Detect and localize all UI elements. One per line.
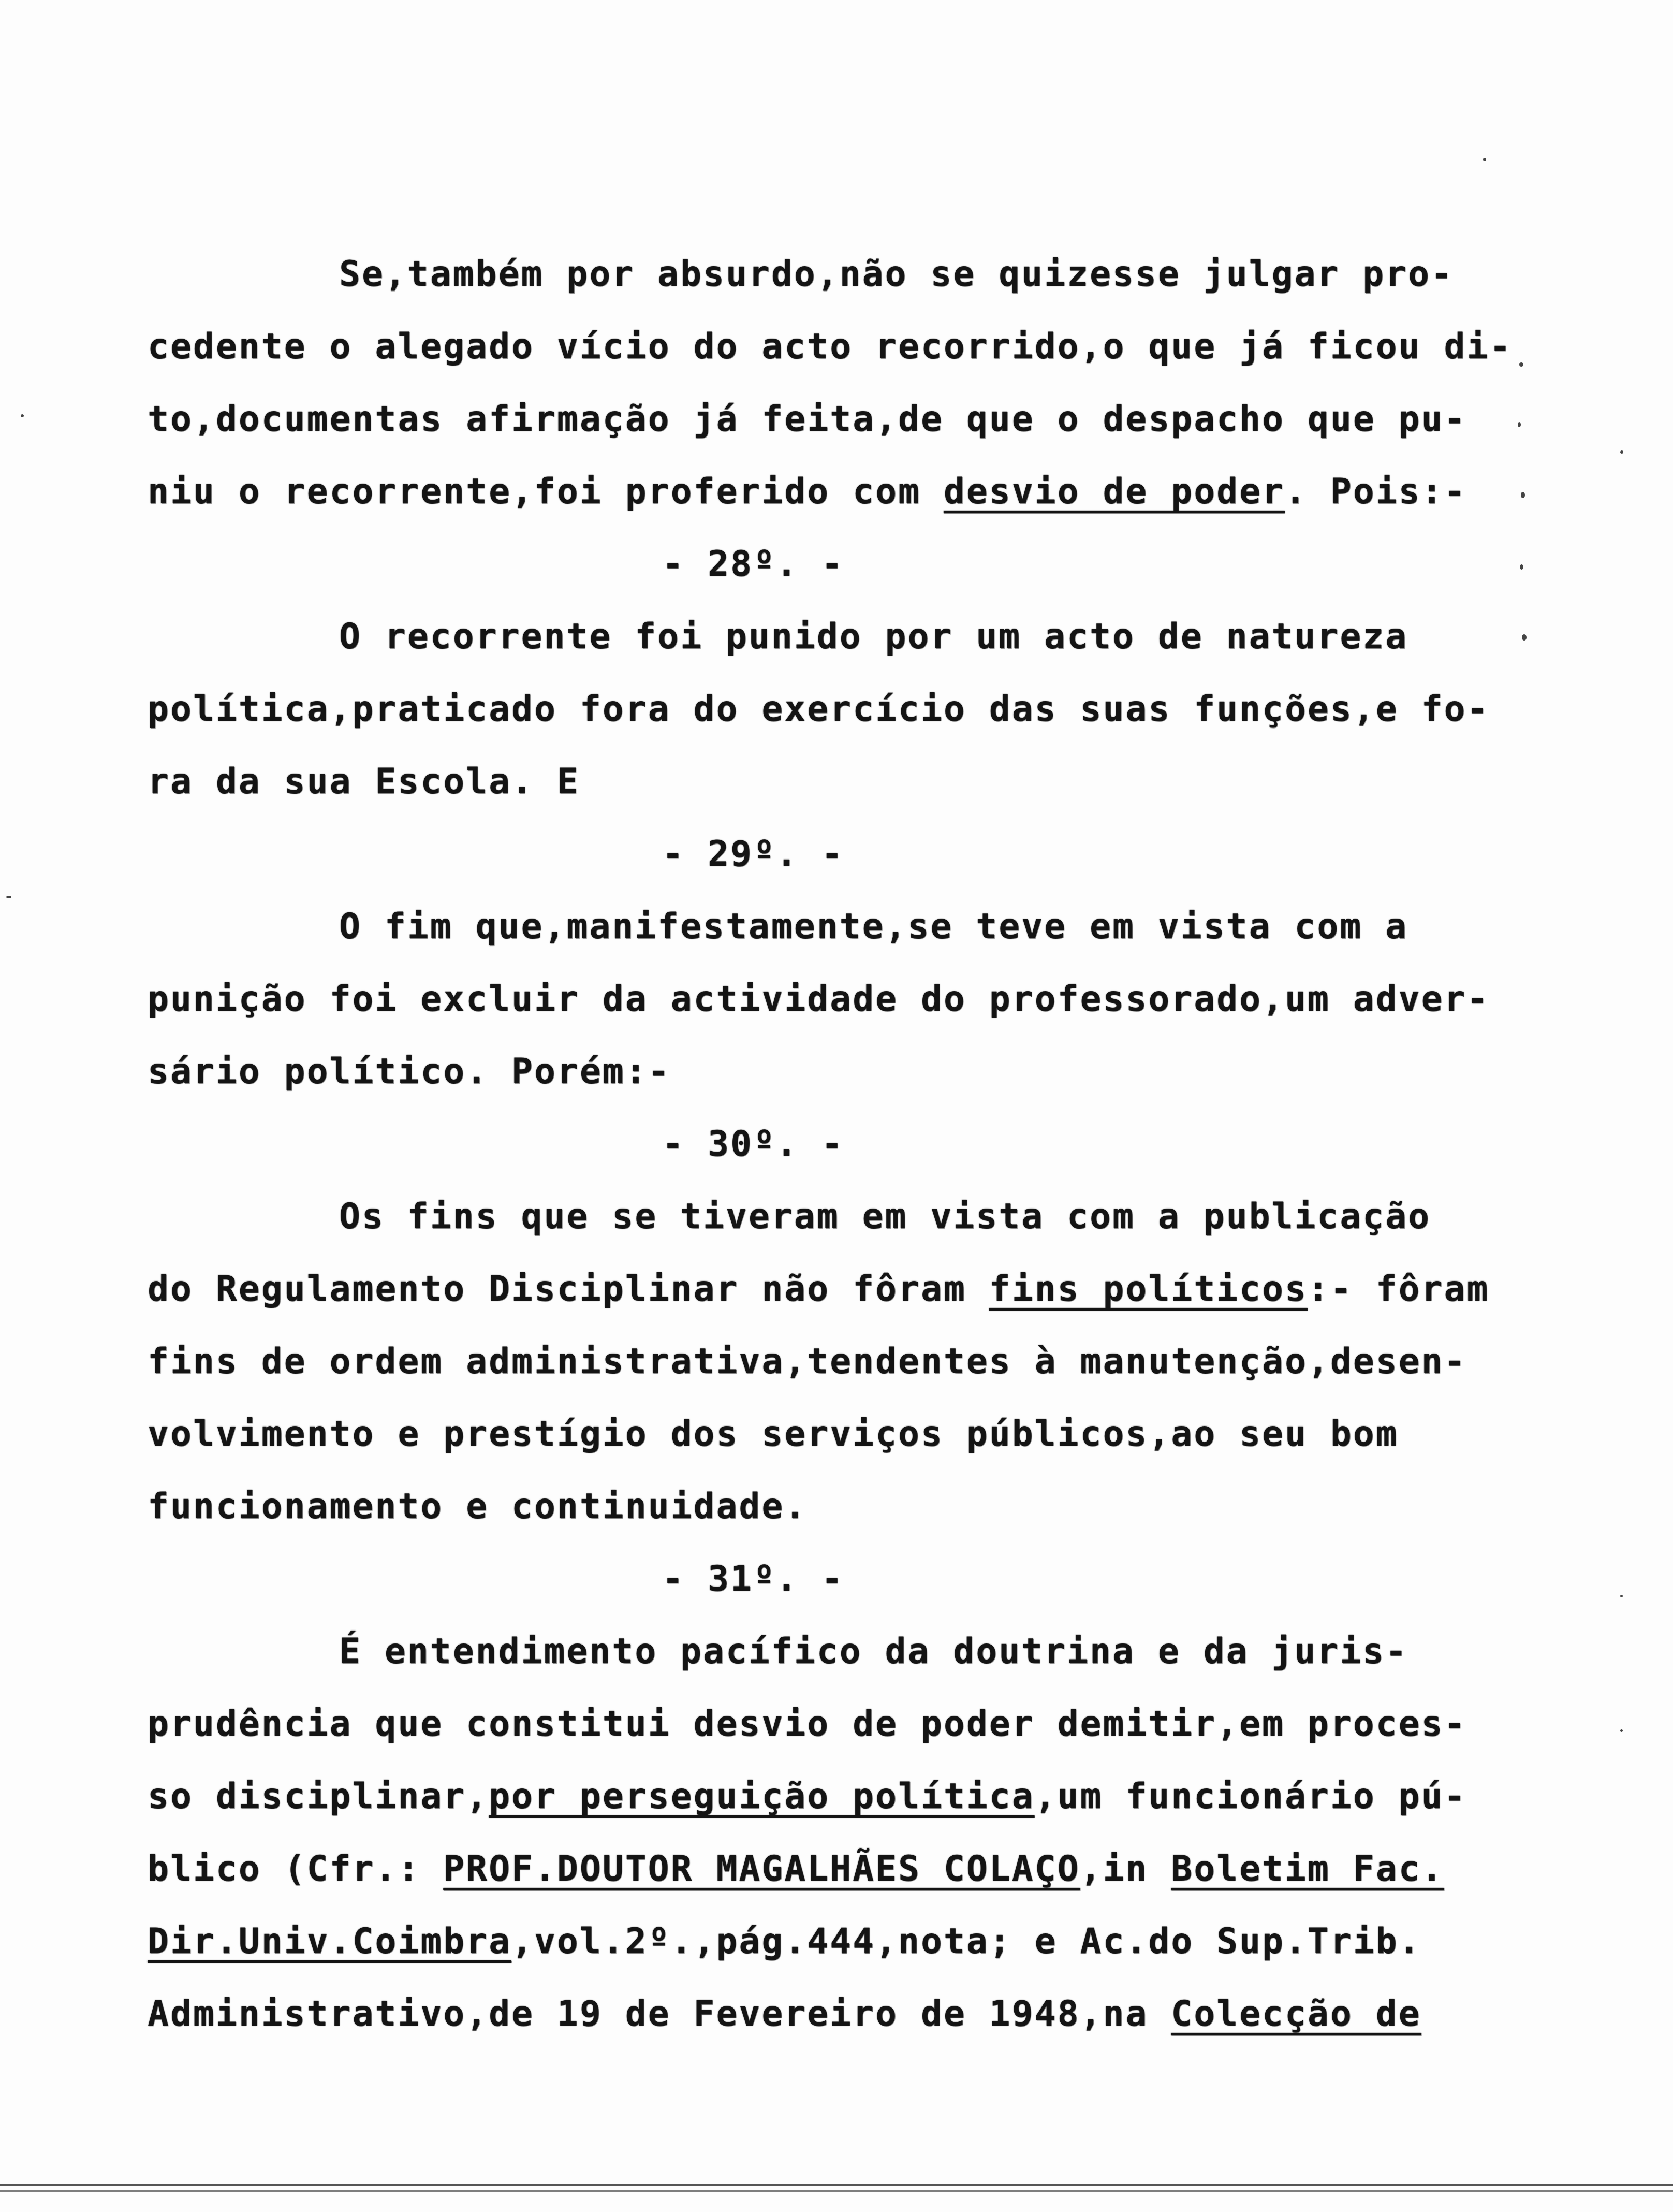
text-segment: do Regulamento Disciplinar não fôram (148, 1269, 989, 1309)
text-segment: ,vol.2º.,pág.444,nota; e Ac.do Sup.Trib. (511, 1921, 1421, 1962)
scan-speck (1620, 1595, 1623, 1597)
text-line: prudência que constitui desvio de poder demitir,em proces- (148, 1704, 1467, 1744)
text-line: É entendimento pacífico da doutrina e da juris- (339, 1631, 1408, 1672)
article-number: - 28º. - (662, 544, 844, 585)
text-segment: niu o recorrente,foi proferido com (148, 471, 944, 512)
text-line (148, 1253, 1490, 1326)
underlined-phrase: desvio de poder (943, 471, 1285, 512)
underlined-author: PROF.DOUTOR MAGALHÃES COLAÇO (443, 1849, 1080, 1889)
underlined-phrase: fins políticos (989, 1269, 1308, 1309)
text-segment: Administrativo,de 19 de Fevereiro de 1948,na (148, 1993, 1171, 2034)
text-segment: ,in (1080, 1849, 1171, 1889)
text-line: to,documentas afirmação já feita,de que o despacho que pu- (148, 399, 1467, 440)
text-line: ra da sua Escola. E (148, 761, 580, 802)
scan-speck (1483, 158, 1486, 161)
article-number: - 29º. - (662, 834, 844, 875)
scan-speck (1620, 1729, 1623, 1732)
text-segment: ,um funcionário pú- (1034, 1776, 1467, 1817)
scan-speck (1520, 564, 1523, 570)
text-line: cedente o alegado vício do acto recorrido,o que já ficou di- (148, 326, 1513, 367)
text-line: volvimento e prestígio dos serviços públicos,ao seu bom (148, 1414, 1399, 1454)
scan-speck (6, 896, 11, 898)
scan-speck (21, 414, 24, 417)
text-line: Os fins que se tiveram em vista com a publicação (339, 1196, 1431, 1237)
text-segment: . Pois:- (1284, 471, 1467, 512)
scan-speck (1519, 362, 1523, 367)
text-line: punição foi excluir da actividade do professorado,um adver- (148, 979, 1490, 1020)
underlined-phrase: por perseguição política (489, 1776, 1035, 1817)
text-segment: blico (Cfr.: (148, 1849, 444, 1889)
scan-speck (1620, 450, 1623, 454)
text-line: fins de ordem administrativa,tendentes à manutenção,desen- (148, 1341, 1467, 1382)
text-line: O fim que,manifestamente,se teve em vista com a (339, 906, 1408, 947)
page-edge-line (0, 2190, 1673, 2192)
text-line (148, 1905, 1421, 1978)
scan-speck (1521, 492, 1525, 498)
underlined-publication: Boletim Fac. (1171, 1849, 1444, 1889)
underlined-publication: Dir.Univ.Coimbra (148, 1921, 512, 1962)
text-line (148, 1978, 1421, 2050)
page-edge-line (0, 2184, 1673, 2186)
text-line (148, 456, 1467, 528)
text-segment: :- fôram (1307, 1269, 1490, 1309)
text-line (148, 1833, 1444, 1905)
scan-speck (1522, 634, 1527, 641)
text-line: política,praticado fora do exercício das suas funções,e fo- (148, 689, 1490, 730)
article-number: - 31º. - (662, 1559, 844, 1599)
text-line: O recorrente foi punido por um acto de natureza (339, 616, 1408, 657)
scan-speck (1518, 422, 1521, 427)
text-line: Se,também por absurdo,não se quizesse julgar pro- (339, 254, 1454, 295)
text-line: funcionamento e continuidade. (148, 1486, 808, 1527)
article-number: - 30º. - (662, 1124, 844, 1165)
text-segment: so disciplinar, (148, 1776, 489, 1817)
document-body (148, 238, 1513, 2050)
underlined-publication: Colecção de (1171, 1993, 1421, 2034)
text-line: sário político. Porém:- (148, 1051, 671, 1092)
text-line (148, 1760, 1467, 1833)
